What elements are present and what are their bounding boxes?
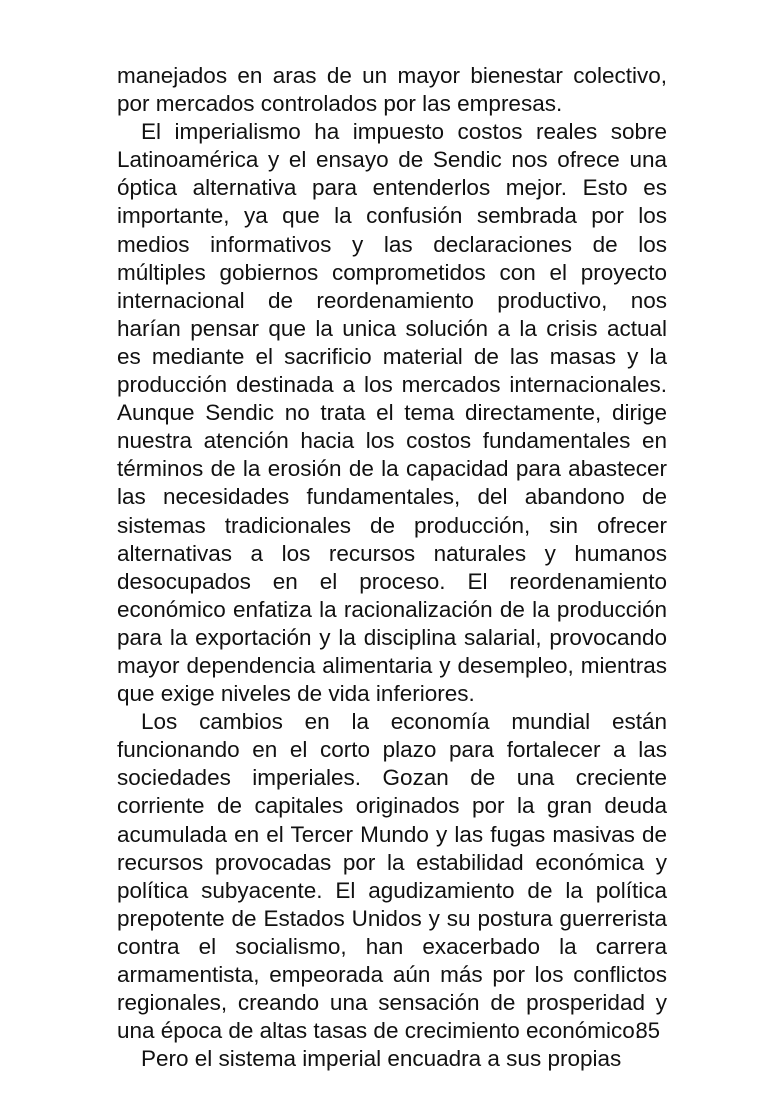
page-body xyxy=(117,62,667,1073)
page-number: 85 xyxy=(635,1018,660,1043)
paragraph-continued: manejados en aras de un mayor bienestar colectivo, por mercados controlados por las empresas. xyxy=(117,63,667,117)
paragraph-imperialismo: El imperialismo ha impuesto costos reales sobre Latinoamérica y el ensayo de Sendic nos ofrece una óptica alternativa para entenderlos mejor. Esto es importante, ya que la confusión sembrada por los medios informativos y las declaraciones de los múltiples gobiernos comprometidos con el proyecto internacional de reordenamiento productivo, nos harían pensar que la unica solución a la crisis actual es mediante el sacrificio material de las masas y la producción destinada a los mercados internacionales. Aunque Sendic no trata el tema directamente, dirige nuestra atención hacia los costos fundamentales en términos de la erosión de la capacidad para abastecer las necesidades fundamentales, del abandono de sistemas tradicionales de producción, sin ofrecer alternativas a los recursos naturales y humanos desocupados en el proceso. El reordenamiento económico enfatiza la racionalización de la producción para la exportación y la disciplina salarial, provocando mayor dependencia alimentaria y desempleo, mientras que exige niveles de vida inferiores. xyxy=(117,119,667,707)
paragraph-cambios-economia: Los cambios en la economía mundial están funcionando en el corto plazo para fortalecer a las sociedades imperiales. Gozan de una creciente corriente de capitales originados por la gran deuda acumulada en el Tercer Mundo y las fugas masivas de recursos provocadas por la estabilidad económica y política subyacente. El agudizamiento de la política prepotente de Estados Unidos y su postura guerrerista contra el socialismo, han exacerbado la carrera armamentista, empeorada aún más por los conflictos regionales, creando una sensación de prosperidad y una época de altas tasas de crecimiento económico. xyxy=(117,709,667,1044)
paragraph-sistema-imperial: Pero el sistema imperial encuadra a sus propias xyxy=(141,1046,622,1072)
